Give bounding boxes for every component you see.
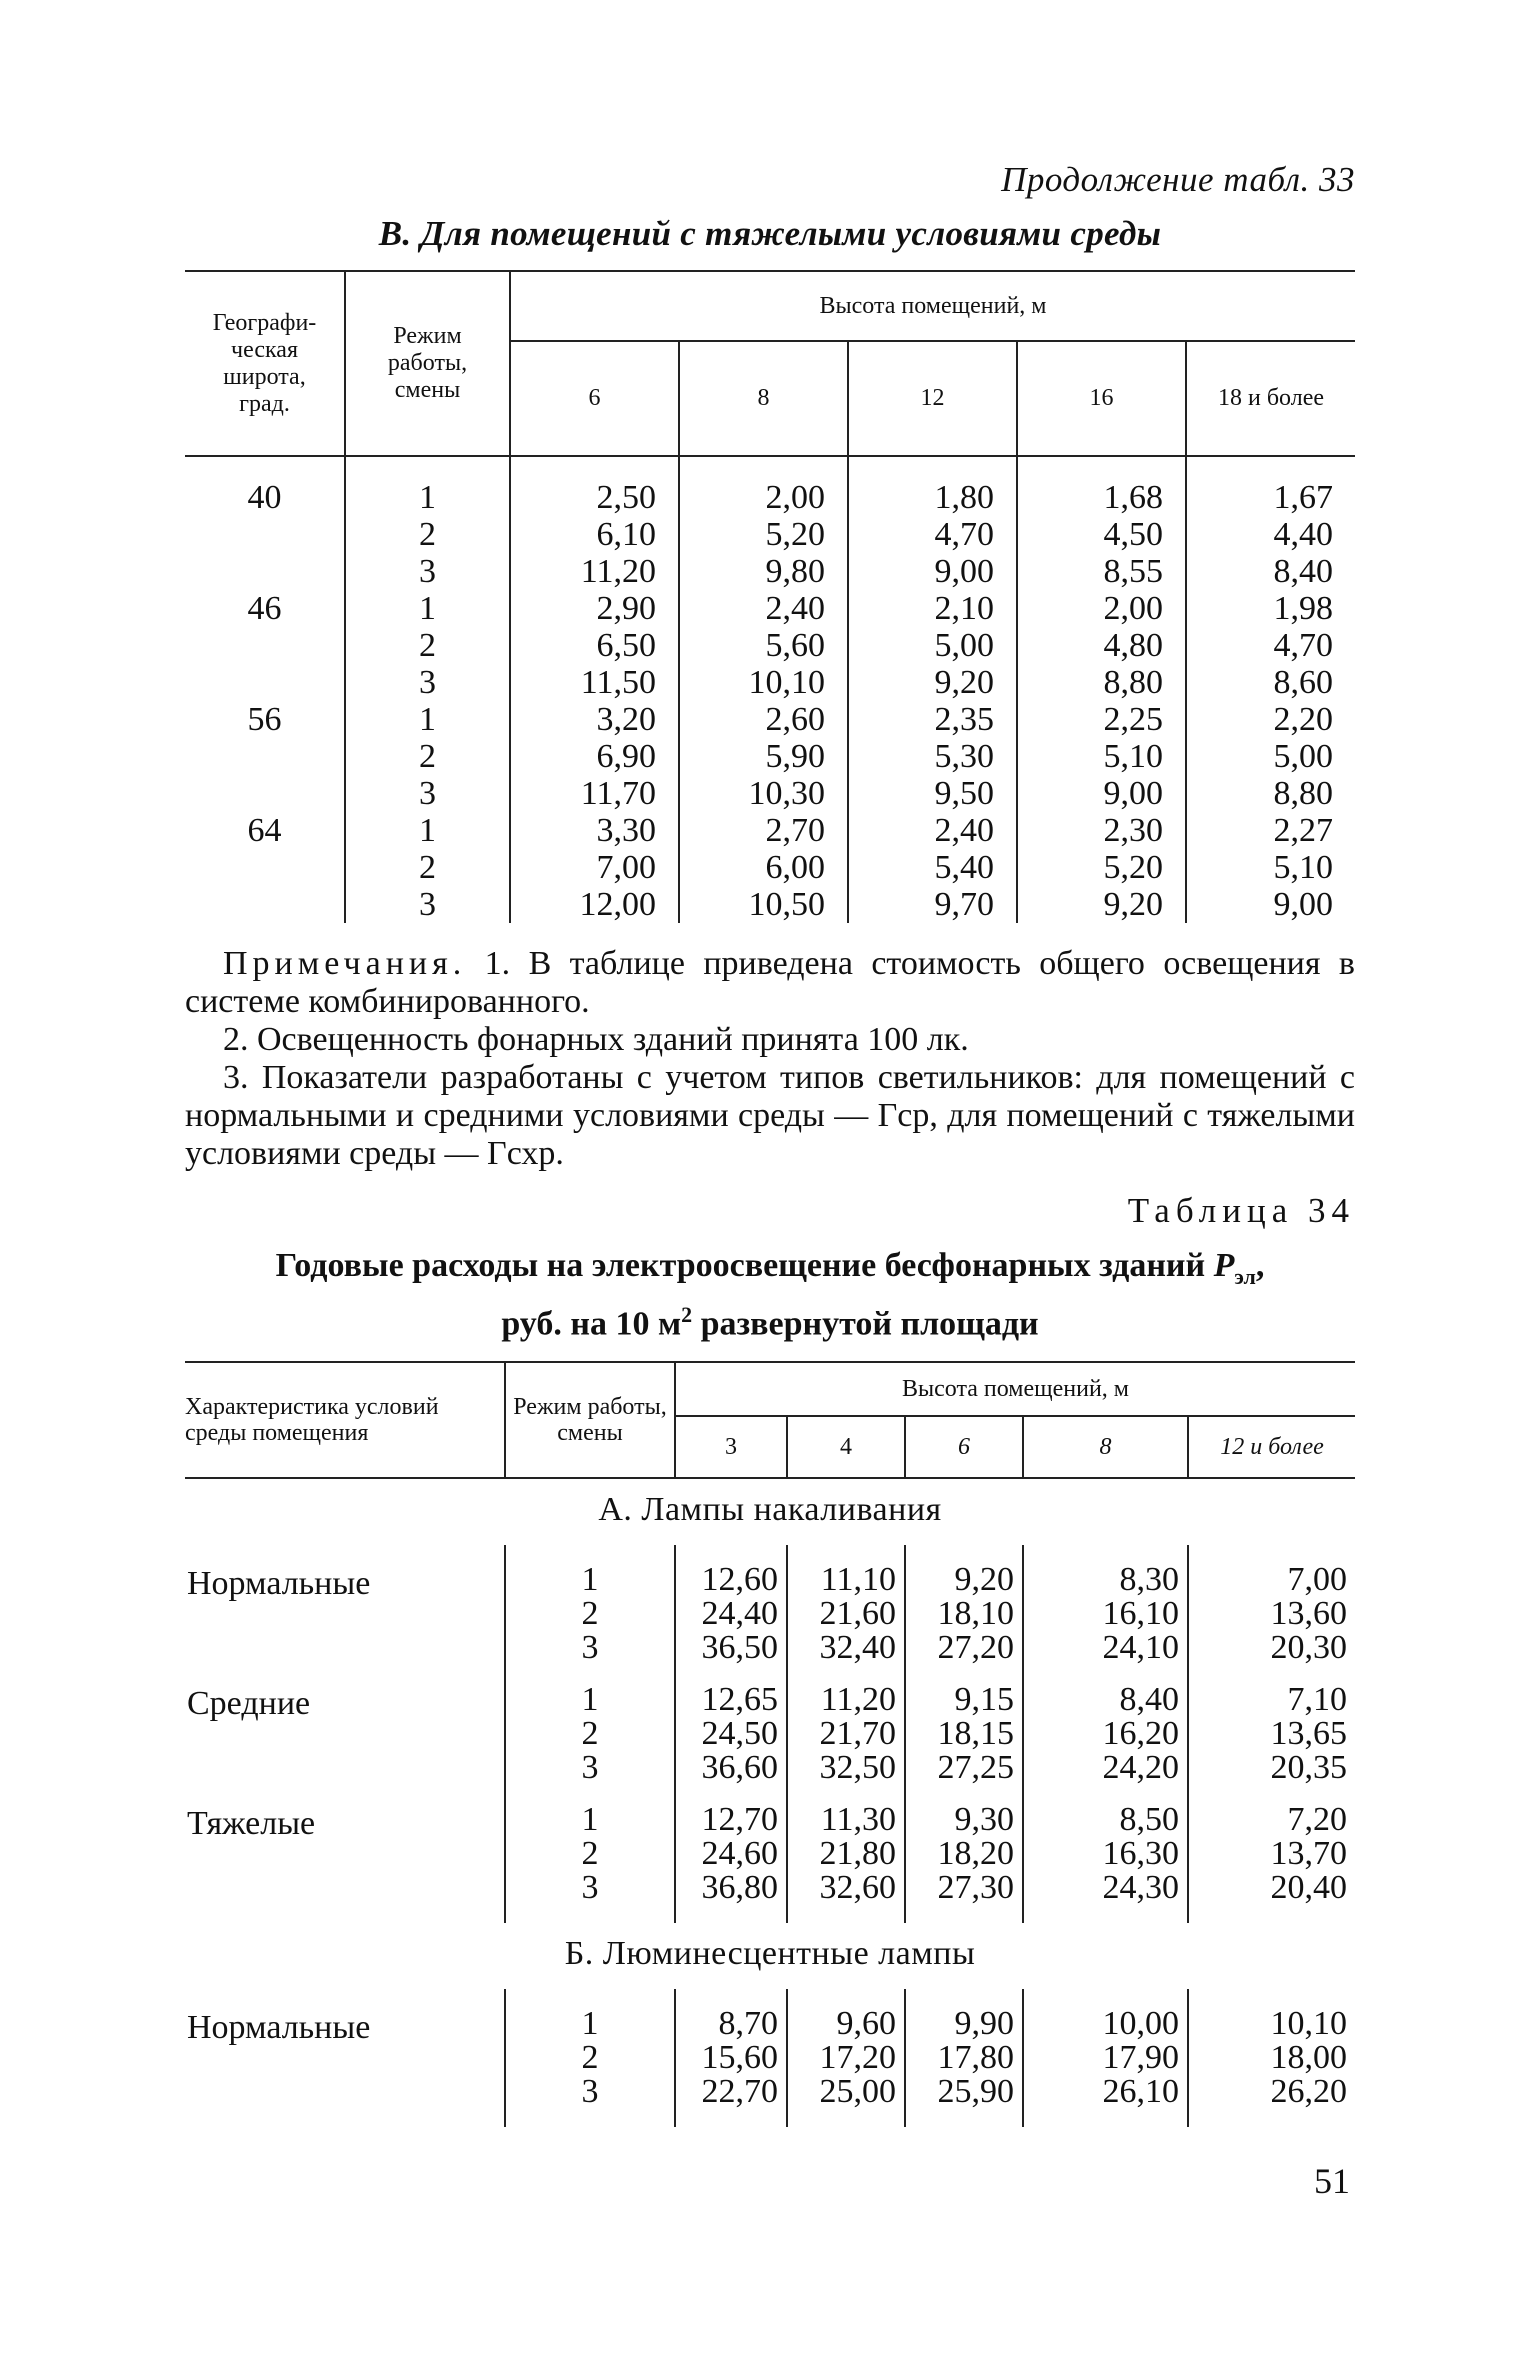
header-height-4: 4 (787, 1416, 905, 1478)
header-height-16: 16 (1017, 341, 1186, 456)
value-cell: 9,90 17,80 25,90 (905, 2007, 1023, 2109)
table34-title-line1: Годовые расходы на электроосвещение бесфонарных зданий (275, 1247, 1214, 1284)
table-row (185, 479, 1355, 590)
header-height-12: 12 и более (1188, 1416, 1355, 1478)
value-cell: 2,35 5,30 9,50 (848, 701, 1017, 812)
table-row (185, 1683, 1355, 1785)
condition-label: Нормальные (187, 2009, 371, 2047)
header-height-18: 18 и более (1186, 341, 1355, 456)
value-cell: 2,70 6,00 10,50 (679, 812, 848, 923)
value-cell: 9,30 18,20 27,30 (905, 1803, 1023, 1905)
header-mode: Режим работы, смены (505, 1362, 675, 1478)
mode-cell: 1 2 3 (505, 1803, 675, 1905)
value-cell: 2,10 5,00 9,20 (848, 590, 1017, 701)
value-cell: 2,00 5,20 9,80 (679, 479, 848, 590)
value-cell: 1,80 4,70 9,00 (848, 479, 1017, 590)
table33-subtitle: В. Для помещений с тяжелыми условиями среды (378, 214, 1162, 253)
value-cell: 3,30 7,00 12,00 (510, 812, 679, 923)
table-row (185, 701, 1355, 812)
latitude-cell: 56 (247, 701, 282, 738)
note-1-text: 1. В таблице приведена стоимость общего освещения в системе комбинированного. (185, 945, 1355, 1020)
value-cell: 11,30 21,80 32,60 (787, 1803, 905, 1905)
value-cell: 11,20 21,70 32,50 (787, 1683, 905, 1785)
value-cell: 12,60 24,40 36,50 (675, 1563, 787, 1665)
table-row (185, 2007, 1355, 2109)
value-cell: 2,30 5,20 9,20 (1017, 812, 1186, 923)
header-height-8: 8 (679, 341, 848, 456)
value-cell: 7,00 13,60 20,30 (1188, 1563, 1355, 1665)
header-height-3: 3 (675, 1416, 787, 1478)
section-b-title: Б. Люминесцентные лампы (564, 1935, 976, 1973)
table34-title-p: Р (1213, 1247, 1235, 1284)
value-cell: 2,60 5,90 10,30 (679, 701, 848, 812)
mode-cell: 1 2 3 (345, 701, 510, 812)
mode-cell: 1 2 3 (345, 590, 510, 701)
mode-cell: 1 2 3 (505, 1683, 675, 1785)
note-2: 2. Освещенность фонарных зданий принята 100 лк. (223, 1021, 969, 1058)
header-height-12: 12 (848, 341, 1017, 456)
value-cell: 8,30 16,10 24,10 (1023, 1563, 1188, 1665)
latitude-cell: 64 (247, 812, 282, 849)
value-cell: 11,10 21,60 32,40 (787, 1563, 905, 1665)
value-cell: 9,15 18,15 27,25 (905, 1683, 1023, 1785)
value-cell: 2,50 6,10 11,20 (510, 479, 679, 590)
value-cell: 8,70 15,60 22,70 (675, 2007, 787, 2109)
value-cell: 10,10 18,00 26,20 (1188, 2007, 1355, 2109)
table-33b (185, 270, 1355, 923)
value-cell: 8,50 16,30 24,30 (1023, 1803, 1188, 1905)
note-3: 3. Показатели разработаны с учетом типов светильников: для помещений с нормальными и средними условиями среды — Гср, для помещений с тяжелыми условиями среды — Гсхр. (185, 1059, 1355, 1172)
note-1 (185, 945, 1355, 1021)
value-cell: 2,90 6,50 11,50 (510, 590, 679, 701)
table34-title-subscript: эл (1234, 1263, 1256, 1289)
value-cell: 1,68 4,50 8,55 (1017, 479, 1186, 590)
mode-cell: 1 2 3 (345, 812, 510, 923)
value-cell: 9,20 18,10 27,20 (905, 1563, 1023, 1665)
table34-title-line2b: развернутой площади (692, 1305, 1039, 1343)
table34-title (185, 1247, 1355, 1343)
value-cell: 12,65 24,50 36,60 (675, 1683, 787, 1785)
value-cell: 1,98 4,70 8,60 (1186, 590, 1355, 701)
value-cell: 2,40 5,40 9,70 (848, 812, 1017, 923)
value-cell: 9,60 17,20 25,00 (787, 2007, 905, 2109)
header-conditions: Характеристика условий среды помещения (185, 1394, 439, 1447)
value-cell: 2,27 5,10 9,00 (1186, 812, 1355, 923)
mode-cell: 1 2 3 (505, 1563, 675, 1665)
table-row (185, 1563, 1355, 1665)
table34-title-line2a: руб. на 10 м (501, 1305, 682, 1343)
latitude-cell: 40 (247, 479, 282, 516)
header-height-6: 6 (905, 1416, 1023, 1478)
notes-block (185, 945, 1355, 1173)
value-cell: 3,20 6,90 11,70 (510, 701, 679, 812)
mode-cell: 1 2 3 (345, 479, 510, 590)
table34-label: Таблица 34 (1127, 1191, 1355, 1230)
header-mode: Режим работы, смены (345, 271, 510, 456)
table-row (185, 590, 1355, 701)
value-cell: 10,00 17,90 26,10 (1023, 2007, 1188, 2109)
table-34 (185, 1361, 1355, 2127)
header-height-8: 8 (1023, 1416, 1188, 1478)
value-cell: 7,10 13,65 20,35 (1188, 1683, 1355, 1785)
value-cell: 12,70 24,60 36,80 (675, 1803, 787, 1905)
table34-title-comma: , (1255, 1247, 1265, 1284)
table-row (185, 1803, 1355, 1905)
value-cell: 2,00 4,80 8,80 (1017, 590, 1186, 701)
table-row (185, 812, 1355, 923)
value-cell: 7,20 13,70 20,40 (1188, 1803, 1355, 1905)
value-cell: 2,40 5,60 10,10 (679, 590, 848, 701)
table34-title-superscript: 2 (681, 1301, 693, 1327)
notes-heading: Примечания. (223, 945, 467, 982)
condition-label: Нормальные (187, 1565, 371, 1603)
value-cell: 8,40 16,20 24,20 (1023, 1683, 1188, 1785)
header-height-group: Высота помещений, м (675, 1362, 1355, 1416)
condition-label: Тяжелые (187, 1805, 316, 1843)
latitude-cell: 46 (247, 590, 282, 627)
header-height-group: Высота помещений, м (510, 271, 1355, 341)
value-cell: 2,25 5,10 9,00 (1017, 701, 1186, 812)
book-page (185, 160, 1355, 2127)
header-height-6: 6 (510, 341, 679, 456)
value-cell: 1,67 4,40 8,40 (1186, 479, 1355, 590)
page-number: 51 (1314, 2161, 1350, 2201)
table-continuation-caption: Продолжение табл. 33 (1001, 160, 1355, 199)
condition-label: Средние (187, 1685, 311, 1723)
value-cell: 2,20 5,00 8,80 (1186, 701, 1355, 812)
header-latitude: Географи- ческая широта, град. (212, 309, 317, 417)
mode-cell: 1 2 3 (505, 2007, 675, 2109)
section-a-title: А. Лампы накаливания (598, 1491, 942, 1529)
